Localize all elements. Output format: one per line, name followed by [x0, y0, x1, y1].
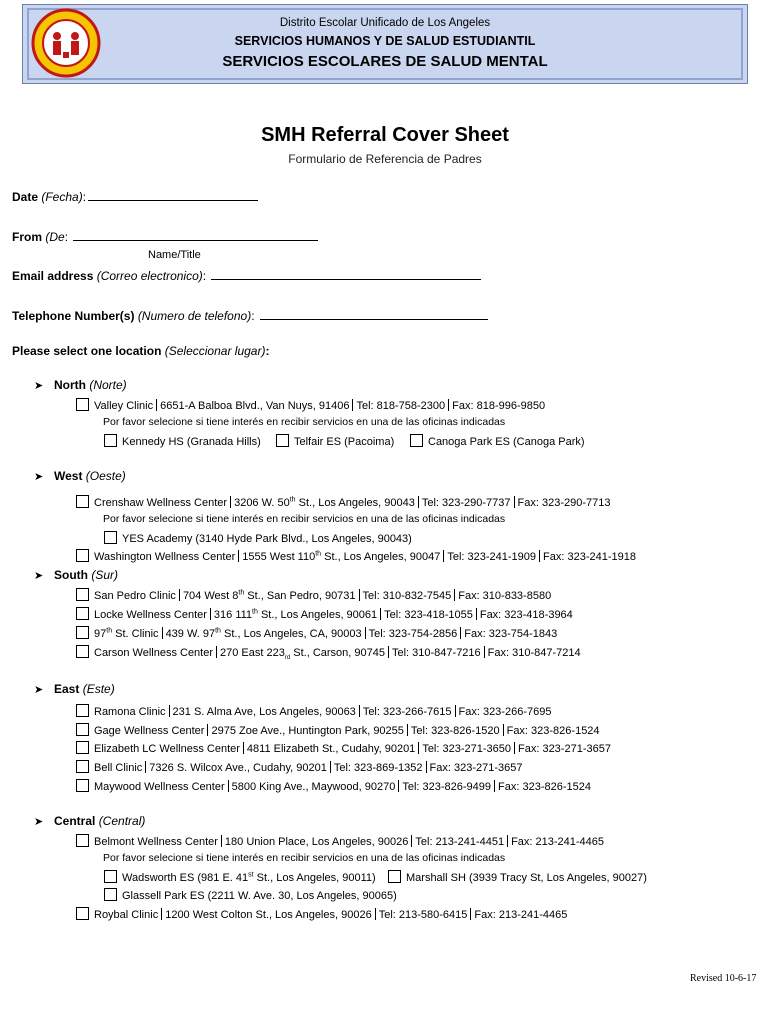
option-kennedy-hs[interactable]: Kennedy HS (Granada Hills) — [104, 434, 261, 448]
region-south-es: (Sur) — [91, 568, 119, 582]
canoga-park-es-checkbox[interactable] — [410, 434, 423, 447]
elizabeth-checkbox[interactable] — [76, 741, 89, 754]
option-wadsworth-es[interactable]: Wadsworth ES (981 E. 41st St., Los Angeles, 90011) — [104, 870, 376, 884]
option-glassell-park-es[interactable]: Glassell Park ES (2211 W. Ave. 30, Los Angeles, 90065) — [104, 888, 397, 902]
option-belmont-wellness[interactable]: Belmont Wellness Center 180 Union Place, Los Angeles, 90026 Tel: 213-241-4451 Fax: 213-241-4465 — [76, 834, 604, 848]
option-bell-clinic[interactable]: Bell Clinic 7326 S. Wilcox Ave., Cudahy, 90201 Tel: 323-869-1352 Fax: 323-271-3657 — [76, 760, 522, 774]
location-prompt: Please select one location (Seleccionar lugar): — [12, 344, 270, 358]
option-marshall-sh[interactable]: Marshall SH (3939 Tracy St, Los Angeles, 90027) — [388, 870, 647, 884]
option-canoga-park-es[interactable]: Canoga Park ES (Canoga Park) — [410, 434, 585, 448]
name-title-caption: Name/Title — [148, 249, 201, 261]
arrow-bullet-icon: ➤ — [34, 684, 44, 696]
yes-academy-checkbox[interactable] — [104, 531, 117, 544]
location-label-es: (Seleccionar lugar) — [164, 344, 266, 358]
region-east-es: (Este) — [82, 682, 115, 696]
from-label: From — [12, 230, 42, 244]
valley-clinic-checkbox[interactable] — [76, 398, 89, 411]
revised-date: Revised 10-6-17 — [690, 973, 757, 984]
97th-clinic-checkbox[interactable] — [76, 626, 89, 639]
region-west — [34, 469, 126, 483]
from-line[interactable] — [73, 229, 318, 241]
option-crenshaw-wellness[interactable]: Crenshaw Wellness Center 3206 W. 50th St., Los Angeles, 90043 Tel: 323-290-7737 Fax: 323-290-7713 — [76, 495, 610, 509]
date-label: Date — [12, 190, 39, 204]
date-line[interactable] — [88, 189, 258, 201]
glassell-checkbox[interactable] — [104, 888, 117, 901]
option-97th-st-clinic[interactable]: 97th St. Clinic 439 W. 97th St., Los Angeles, CA, 90003 Tel: 323-754-2856 Fax: 323-754-1843 — [76, 626, 557, 640]
arrow-bullet-icon: ➤ — [34, 570, 44, 582]
region-north — [34, 378, 127, 392]
option-san-pedro-clinic[interactable]: San Pedro Clinic 704 West 8th St., San Pedro, 90731 Tel: 310-832-7545 Fax: 310-833-8580 — [76, 588, 551, 602]
option-gage-wellness[interactable]: Gage Wellness Center 2975 Zoe Ave., Huntington Park, 90255 Tel: 323-826-1520 Fax: 323-826-1524 — [76, 723, 600, 737]
option-yes-academy[interactable]: YES Academy (3140 Hyde Park Blvd., Los Angeles, 90043) — [104, 531, 412, 545]
arrow-bullet-icon: ➤ — [34, 380, 44, 392]
option-maywood-wellness[interactable]: Maywood Wellness Center 5800 King Ave., Maywood, 90270 Tel: 323-826-9499 Fax: 323-826-1524 — [76, 779, 591, 793]
email-label-es: (Correo electronico) — [96, 269, 203, 283]
region-central-name: Central — [54, 814, 96, 828]
header-program: SERVICIOS ESCOLARES DE SALUD MENTAL — [222, 53, 548, 70]
page-subtitle: Formulario de Referencia de Padres — [288, 152, 482, 166]
gage-checkbox[interactable] — [76, 723, 89, 736]
region-north-es: (Norte) — [89, 378, 127, 392]
date-field[interactable]: Date (Fecha): — [12, 189, 258, 204]
ramona-checkbox[interactable] — [76, 704, 89, 717]
date-label-es: (Fecha) — [41, 190, 83, 204]
location-label: Please select one location — [12, 344, 162, 358]
wadsworth-checkbox[interactable] — [104, 870, 117, 883]
region-west-name: West — [54, 469, 83, 483]
from-field[interactable]: From (De: — [12, 229, 318, 244]
region-north-name: North — [54, 378, 86, 392]
marshall-checkbox[interactable] — [388, 870, 401, 883]
option-ramona-clinic[interactable]: Ramona Clinic 231 S. Alma Ave, Los Angeles, 90063 Tel: 323-266-7615 Fax: 323-266-7695 — [76, 704, 551, 718]
crenshaw-checkbox[interactable] — [76, 495, 89, 508]
header-district: Distrito Escolar Unificado de Los Angeles — [279, 17, 491, 29]
region-south-name: South — [54, 568, 88, 582]
region-central — [34, 814, 145, 828]
phone-label: Telephone Number(s) — [12, 309, 135, 323]
option-valley-clinic[interactable]: Valley Clinic 6651-A Balboa Blvd., Van Nuys, 91406 Tel: 818-758-2300 Fax: 818-996-9850 — [76, 398, 545, 412]
option-washington-wellness[interactable]: Washington Wellness Center 1555 West 110th St., Los Angeles, 90047 Tel: 323-241-1909 Fax: 323-241-1918 — [76, 549, 636, 563]
email-label: Email address — [12, 269, 94, 283]
region-central-es: (Central) — [98, 814, 146, 828]
region-south — [34, 568, 118, 582]
central-note: Por favor selecione si tiene interés en recibir servicios en una de las oficinas indicadas — [103, 852, 506, 864]
option-carson-wellness[interactable]: Carson Wellness Center 270 East $223_{rd}$ St., Carson, 90745 Tel: 310-847-7216 Fax: 310-847-7214 — [76, 645, 581, 661]
arrow-bullet-icon: ➤ — [34, 816, 44, 828]
region-west-es: (Oeste) — [85, 469, 126, 483]
phone-field[interactable]: Telephone Number(s) (Numero de telefono): — [12, 308, 488, 323]
roybal-checkbox[interactable] — [76, 907, 89, 920]
locke-checkbox[interactable] — [76, 607, 89, 620]
maywood-checkbox[interactable] — [76, 779, 89, 792]
option-elizabeth-wellness[interactable]: Elizabeth LC Wellness Center 4811 Elizabeth St., Cudahy, 90201 Tel: 323-271-3650 Fax: 323-271-3657 — [76, 741, 611, 755]
header-division: SERVICIOS HUMANOS Y DE SALUD ESTUDIANTIL — [234, 34, 536, 48]
email-line[interactable] — [211, 268, 481, 280]
region-east — [34, 682, 115, 696]
option-telfair-es[interactable]: Telfair ES (Pacoima) — [276, 434, 394, 448]
email-field[interactable]: Email address (Correo electronico): — [12, 268, 481, 283]
option-locke-wellness[interactable]: Locke Wellness Center 316 111th St., Los Angeles, 90061 Tel: 323-418-1055 Fax: 323-418-3964 — [76, 607, 573, 621]
west-note: Por favor selecione si tiene interés en recibir servicios en una de las oficinas indicadas — [103, 513, 506, 525]
phone-line[interactable] — [260, 308, 488, 320]
belmont-checkbox[interactable] — [76, 834, 89, 847]
bell-checkbox[interactable] — [76, 760, 89, 773]
option-roybal-clinic[interactable]: Roybal Clinic 1200 West Colton St., Los Angeles, 90026 Tel: 213-580-6415 Fax: 213-241-4465 — [76, 907, 567, 921]
page-title: SMH Referral Cover Sheet — [261, 124, 509, 146]
telfair-es-checkbox[interactable] — [276, 434, 289, 447]
san-pedro-checkbox[interactable] — [76, 588, 89, 601]
kennedy-hs-checkbox[interactable] — [104, 434, 117, 447]
region-east-name: East — [54, 682, 80, 696]
phone-label-es: (Numero de telefono) — [137, 309, 252, 323]
washington-checkbox[interactable] — [76, 549, 89, 562]
carson-checkbox[interactable] — [76, 645, 89, 658]
north-note: Por favor selecione si tiene interés en recibir servicios en una de las oficinas indicadas — [103, 416, 506, 428]
from-label-es: (De — [45, 230, 65, 244]
arrow-bullet-icon: ➤ — [34, 471, 44, 483]
